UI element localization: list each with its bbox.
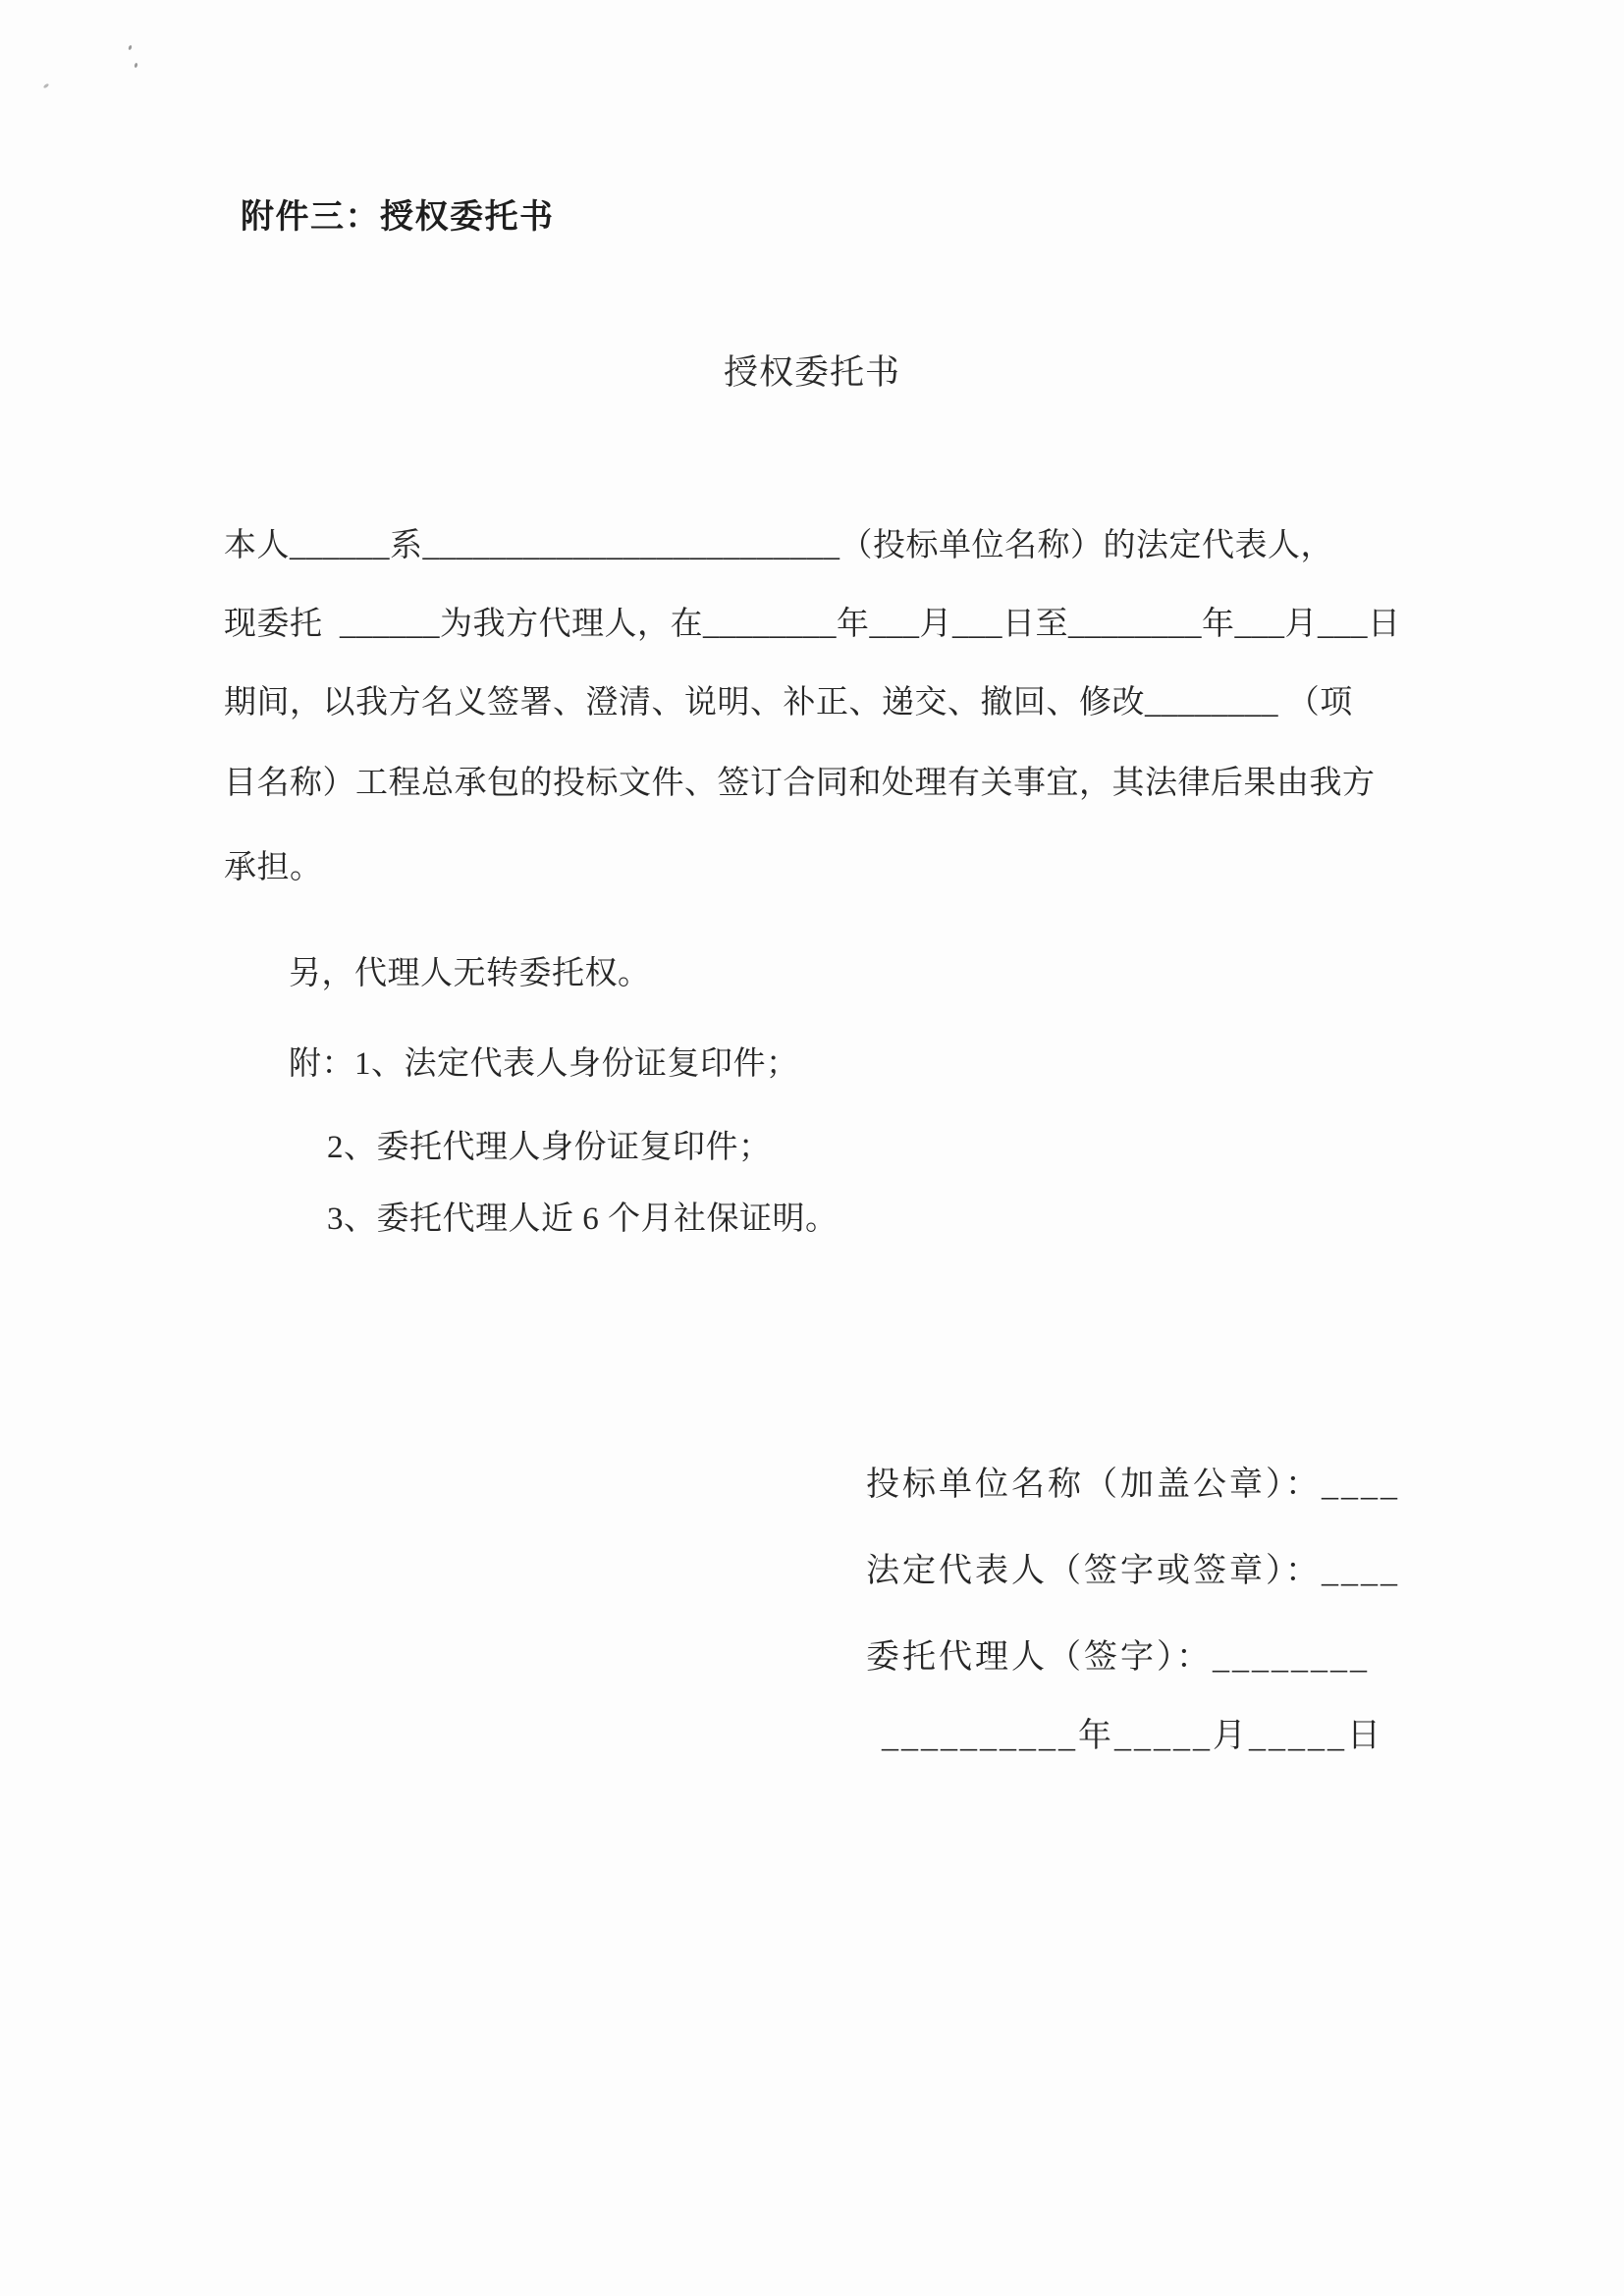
document-title: 授权委托书 xyxy=(723,353,900,392)
body-line-2: 现委托 ______为我方代理人，在________年___月___日至________年___月___日 xyxy=(224,607,1401,642)
attachment-item-2: 2、委托代理人身份证复印件； xyxy=(327,1130,772,1165)
attachments-label: 附： xyxy=(289,1046,354,1082)
signature-legal-representative-line: 法定代表人（签字或签章）：____ xyxy=(866,1553,1400,1589)
attachment-item-1-text: 1、法定代表人身份证复印件； xyxy=(354,1046,799,1082)
body-line-3: 期间，以我方名义签署、澄清、说明、补正、递交、撤回、修改________ （项 xyxy=(224,685,1353,721)
no-sub-delegation-note: 另，代理人无转委托权。 xyxy=(289,956,651,991)
scan-speckle xyxy=(128,45,133,51)
attachment-item-3: 3、委托代理人近 6 个月社保证明。 xyxy=(327,1201,839,1237)
scan-speckle xyxy=(134,63,137,69)
body-line-4: 目名称）工程总承包的投标文件、签订合同和处理有关事宜，其法律后果由我方 xyxy=(224,766,1376,801)
body-line-1: 本人______系_________________________（投标单位名称）的法定代表人， xyxy=(224,528,1333,563)
signature-bidder-name-line: 投标单位名称（加盖公章）：____ xyxy=(866,1467,1400,1503)
scan-speckle xyxy=(43,83,50,89)
signature-agent-line: 委托代理人（签字）：________ xyxy=(866,1639,1370,1676)
body-line-5: 承担。 xyxy=(224,850,323,885)
attachment-item-1 xyxy=(289,1048,799,1081)
signature-date-line: __________年_____月_____日 xyxy=(882,1718,1383,1754)
attachment-heading: 附件三：授权委托书 xyxy=(241,199,555,236)
